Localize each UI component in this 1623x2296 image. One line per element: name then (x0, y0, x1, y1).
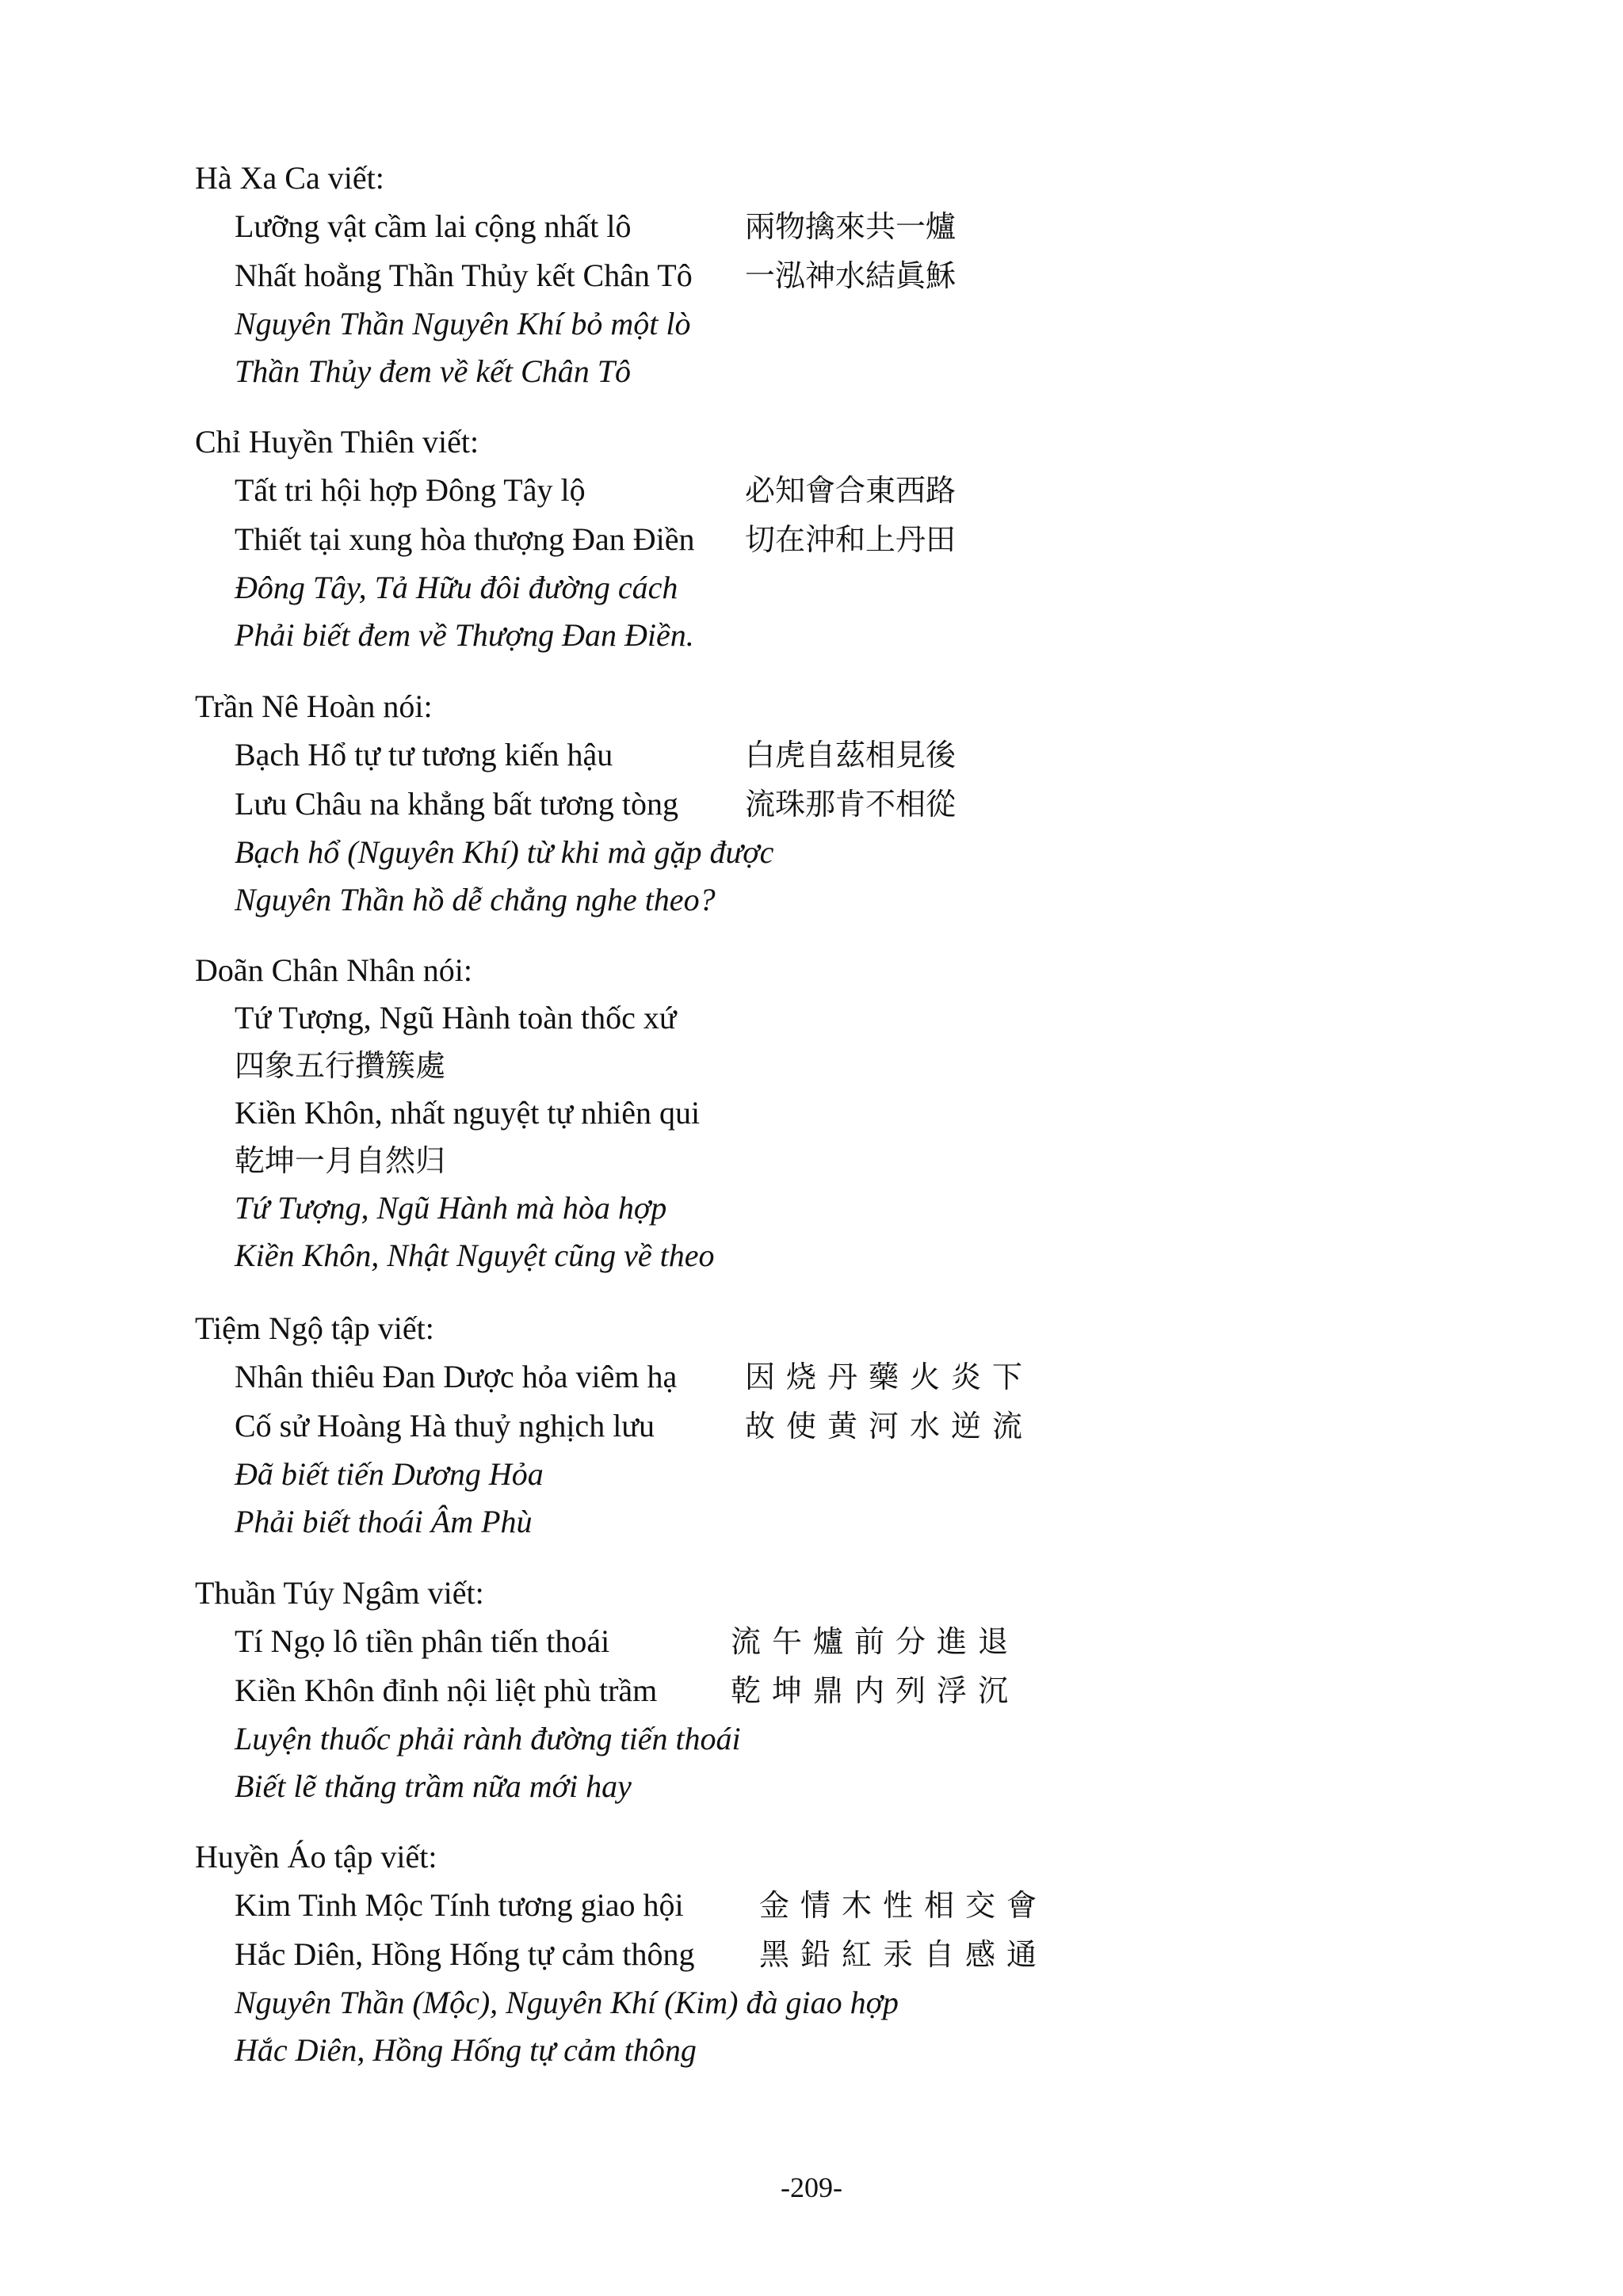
section-heading: Huyền Áo tập viết: (195, 1839, 437, 1875)
verse-line (195, 1402, 1431, 1451)
verse-han: 白虎自茲相見後 (745, 738, 957, 772)
verse-line (195, 1881, 1431, 1930)
translation-line: Thần Thủy đem về kết Chân Tô (235, 353, 631, 389)
verse-han: 切在沖和上丹田 (745, 522, 957, 557)
section-heading: Doãn Chân Nhân nói: (195, 952, 472, 988)
verse-han: 必知會合東西路 (745, 473, 957, 508)
translation-line: Đã biết tiến Dương Hỏa (235, 1456, 544, 1492)
verse-viet: Lưỡng vật cầm lai cộng nhất lô (235, 208, 632, 244)
translation-line: Nguyên Thần (Mộc), Nguyên Khí (Kim) đà giao hợp (235, 1985, 899, 2020)
verse-section-chi-huyen-thien (195, 418, 1431, 659)
verse-viet: Kiền Khôn đỉnh nội liệt phù trầm (235, 1672, 658, 1708)
verse-viet: Nhân thiêu Đan Dược hỏa viêm hạ (235, 1359, 678, 1394)
verse-han: 因烧丹藥火炎下 (745, 1360, 1034, 1394)
translation-line: Biết lẽ thăng trầm nữa mới hay (235, 1768, 632, 1804)
verse-viet: Kiền Khôn, nhất nguyệt tự nhiên qui (235, 1095, 701, 1131)
verse-viet: Kim Tinh Mộc Tính tương giao hội (235, 1887, 684, 1923)
verse-han: 流午爐前分進退 (731, 1624, 1020, 1659)
translation-line: Phải biết đem về Thượng Đan Điền. (235, 617, 694, 653)
verse-han: 金情木性相交會 (759, 1888, 1048, 1923)
section-heading: Chỉ Huyền Thiên viết: (195, 424, 479, 460)
translation-line: Tứ Tượng, Ngũ Hành mà hòa hợp (235, 1190, 667, 1226)
translation-line: Phải biết thoái Âm Phù (235, 1504, 533, 1539)
verse-han: 一泓神水結眞穌 (745, 258, 957, 293)
verse-viet: Hắc Diên, Hồng Hống tự cảm thông (235, 1936, 695, 1972)
verse-section-huyen-ao-tap (195, 1833, 1431, 2074)
verse-han: 兩物擒來共一爐 (745, 209, 957, 244)
verse-section-tran-ne-hoan (195, 683, 1431, 924)
verse-line (195, 1617, 1431, 1666)
verse-viet: Thiết tại xung hòa thượng Đan Điền (235, 521, 695, 557)
section-heading: Thuần Túy Ngâm viết: (195, 1575, 484, 1611)
verse-line (195, 780, 1431, 829)
verse-viet: Tất tri hội hợp Đông Tây lộ (235, 472, 586, 508)
section-heading: Trần Nê Hoàn nói: (195, 688, 433, 724)
verse-line (195, 1352, 1431, 1402)
verse-section-thuan-tuy-ngam (195, 1569, 1431, 1810)
section-heading: Tiệm Ngộ tập viết: (195, 1310, 434, 1346)
verse-line (195, 251, 1431, 300)
translation-line: Nguyên Thần Nguyên Khí bỏ một lò (235, 306, 691, 341)
verse-line (195, 466, 1431, 515)
verse-section-ha-xa-ca (195, 154, 1431, 395)
verse-han: 四象五行攢簇處 (235, 1048, 446, 1083)
translation-line: Bạch hổ (Nguyên Khí) từ khi mà gặp được (235, 834, 774, 870)
translation-line: Đông Tây, Tả Hữu đôi đường cách (235, 570, 678, 605)
verse-section-doan-chan-nhan (195, 947, 1431, 1280)
verse-han: 乾坤一月自然归 (235, 1143, 446, 1178)
verse-viet: Bạch Hổ tự tư tương kiến hậu (235, 737, 613, 772)
verse-section-tiem-ngo-tap (195, 1305, 1431, 1546)
page-number: -209- (781, 2172, 842, 2203)
verse-viet: Nhất hoằng Thần Thủy kết Chân Tô (235, 257, 693, 293)
translation-line: Kiền Khôn, Nhật Nguyệt cũng về theo (235, 1238, 715, 1273)
verse-viet: Cố sử Hoàng Hà thuỷ nghịch lưu (235, 1408, 655, 1444)
verse-viet: Tứ Tượng, Ngũ Hành toàn thốc xứ (235, 1000, 677, 1035)
verse-line (195, 515, 1431, 564)
translation-line: Hắc Diên, Hồng Hống tự cảm thông (235, 2032, 697, 2068)
verse-han: 乾坤鼎内列浮沉 (731, 1673, 1020, 1708)
section-heading: Hà Xa Ca viết: (195, 160, 384, 196)
verse-han: 流珠那肯不相從 (745, 787, 957, 822)
verse-line (195, 730, 1431, 780)
verse-viet: Tí Ngọ lô tiền phân tiến thoái (235, 1623, 610, 1659)
translation-line: Nguyên Thần hồ dễ chẳng nghe theo? (235, 882, 716, 917)
translation-line: Luyện thuốc phải rành đường tiến thoái (235, 1721, 741, 1756)
verse-line (195, 1666, 1431, 1715)
verse-viet: Lưu Châu na khẳng bất tương tòng (235, 786, 678, 822)
verse-line (195, 202, 1431, 251)
verse-line (195, 1930, 1431, 1979)
verse-han: 黑鉛紅汞自感通 (759, 1937, 1048, 1972)
verse-han: 故使黄河水逆流 (745, 1409, 1034, 1444)
